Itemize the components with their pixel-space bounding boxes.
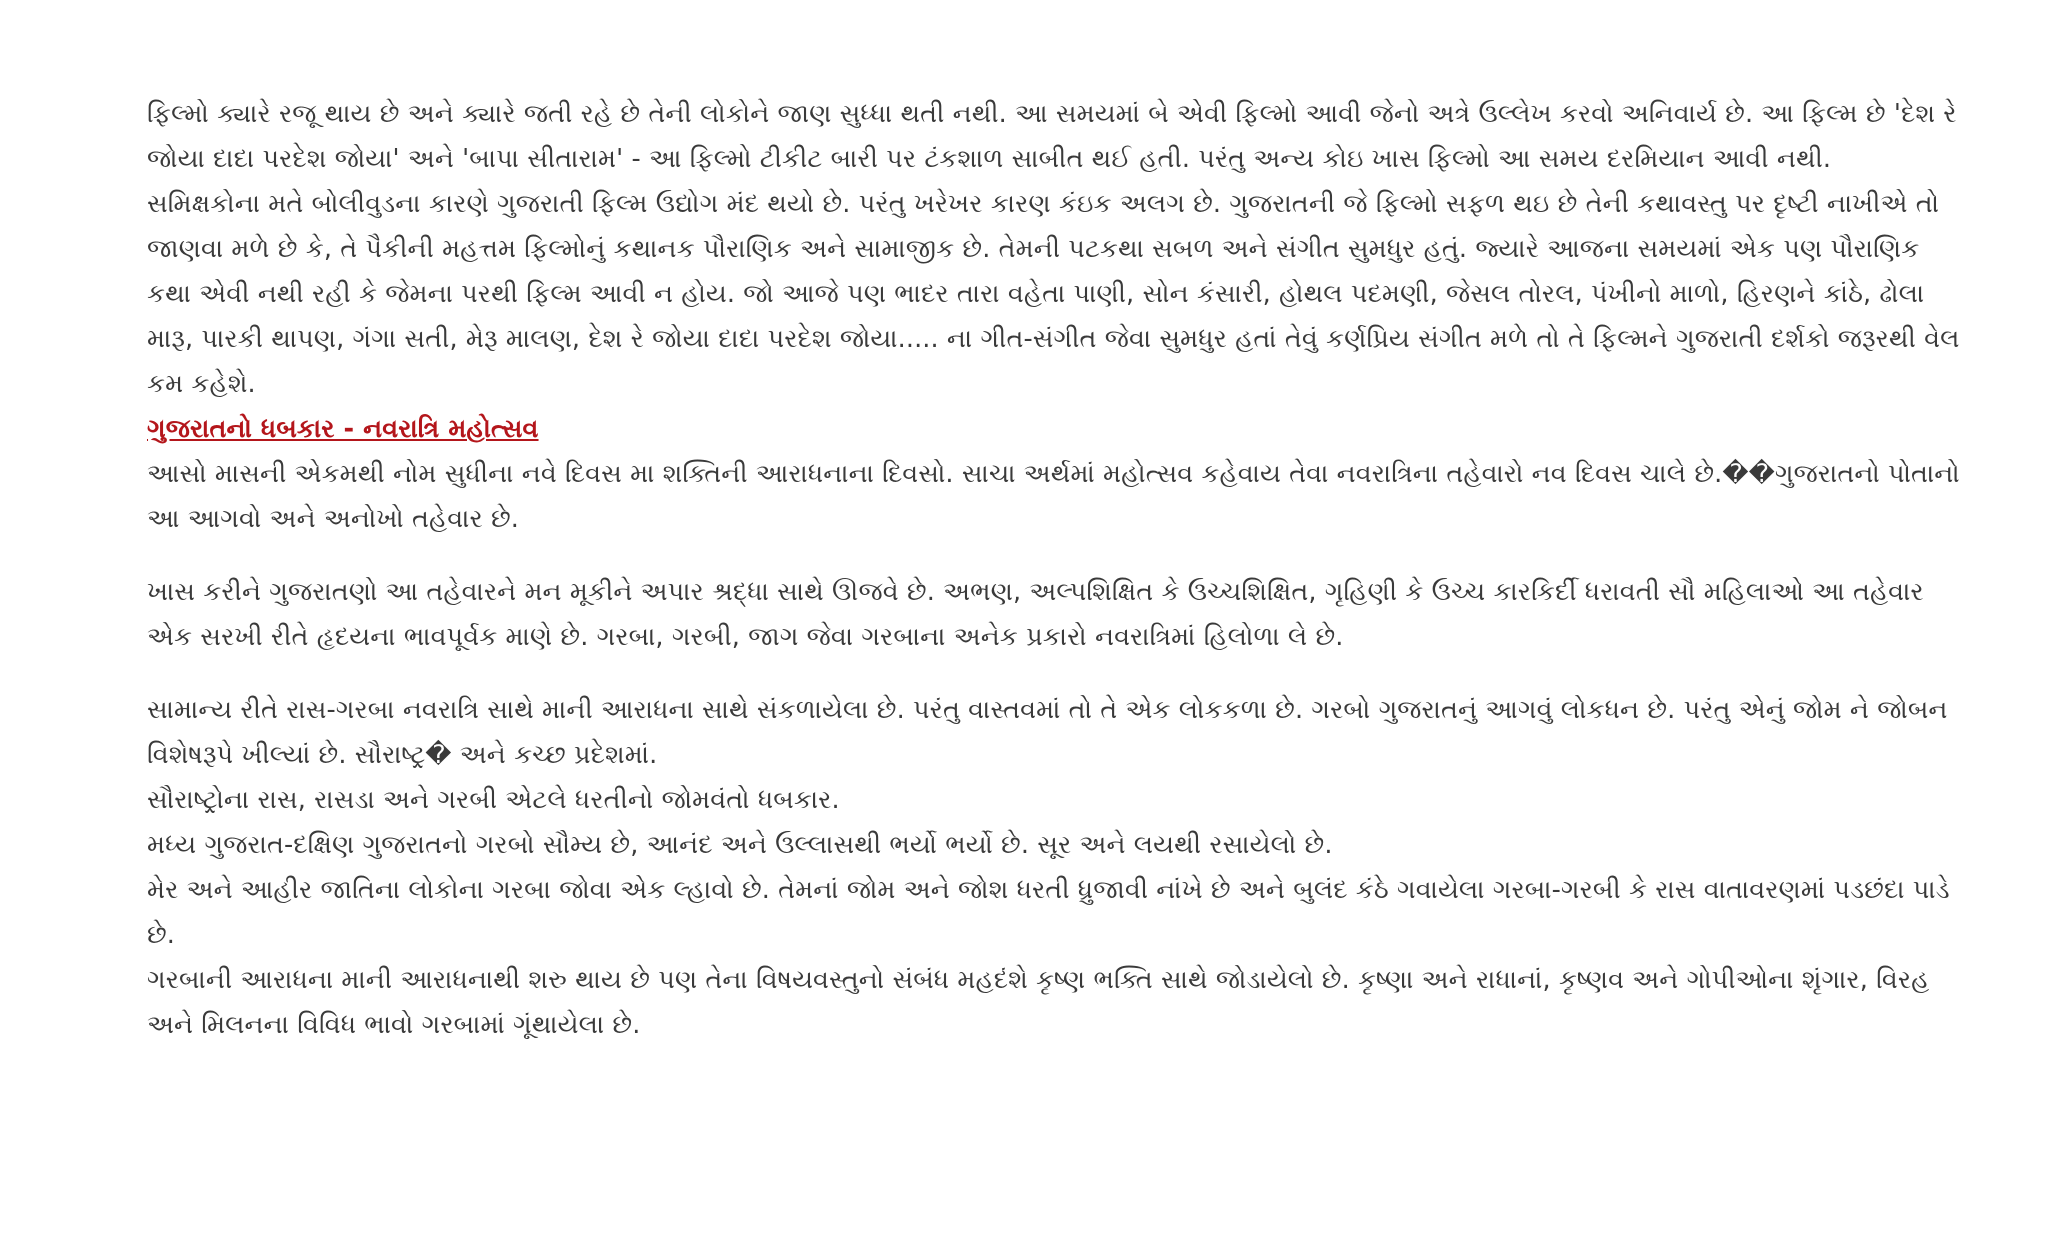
paragraph-gujarati-women: ખાસ કરીને ગુજરાતણો આ તહેવારને મન મૂકીને અપાર શ્રદ્ધા સાથે ઊજવે છે. અભણ, અલ્પશિક્ષિત કે ઉચ્ચશિક્ષિત, ગૃહિણી કે ઉચ્ચ કારકિર્દી ધરાવતી સૌ મહિલાઓ આ તહેવાર એક સરખી રીતે હૃદયના ભાવપૂર્વક માણે છે. ગરબા, ગરબી, જાગ જેવા ગરબાના અનેક પ્રકારો નવરાત્રિમાં હિલોળા લે છે. [147, 577, 1924, 652]
paragraph-saurashtra-ras: સૌરાષ્ટ્રોના રાસ, રાસડા અને ગરબી એટલે ધરતીનો જોમવંતો ધબકાર. [147, 785, 840, 815]
paragraph-mer-ahir-garba: મેર અને આહીર જાતિના લોકોના ગરબા જોવા એક લ્હાવો છે. તેમનાં જોમ અને જોશ ધરતી ધ્રુજાવી નાંખે છે અને બુલંદ કંઠે ગવાયેલા ગરબા-ગરબી કે રાસ વાતાવરણમાં પડછંદા પાડે છે. [147, 875, 1950, 950]
intro-paragraph-film-industry: સમિક્ષકોના મતે બોલીવુડના કારણે ગુજરાતી ફિલ્મ ઉદ્યોગ મંદ થયો છે. પરંતુ ખરેખર કારણ કંઇક અલગ છે. ગુજરાતની જે ફિલ્મો સફળ થઇ છે તેની કથાવસ્તુ પર દૃષ્ટી નાખીએ તો જાણવા મળે છે કે, તે પૈકીની મહત્તમ ફિલ્મોનું કથાનક પૌરાણિક અને સામાજીક છે. તેમની પટકથા સબળ અને સંગીત સુમધુર હતું. જ્યારે આજના સમયમાં એક પણ પૌરાણિક કથા એવી નથી રહી કે જેમના પરથી ફિલ્મ આવી ન હોય. જો આજે પણ ભાદર તારા વહેતા પાણી, સોન કંસારી, હોથલ પદમણી, જેસલ તોરલ, પંખીનો માળો, હિરણને કાંઠે, ઢોલા મારૂ, પારકી થાપણ, ગંગા સતી, મેરૂ માલણ, દેશ રે જોયા દાદા પરદેશ જોયા..... ના ગીત-સંગીત જેવા સુમધુર હતાં તેવું કર્ણપ્રિય સંગીત મળે તો તે ફિલ્મને ગુજરાતી દર્શકો જરૂરથી વેલ કમ કહેશે. [147, 189, 1960, 399]
paragraph-krishna-bhakti: ગરબાની આરાધના માની આરાધનાથી શરુ થાય છે પણ તેના વિષયવસ્તુનો સંબંધ મહદંશે કૃષ્ણ ભક્તિ સાથે જોડાયેલો છે. કૃષ્ણા અને રાધાનાં, કૃષ્ણવ અને ગોપીઓના શૃંગાર, વિરહ અને મિલનના વિવિધ ભાવો ગરબામાં ગૂંથાયેલા છે. [147, 965, 1930, 1040]
article-body [147, 92, 1967, 1048]
intro-paragraph-film-releases: ફિલ્મો ક્યારે રજૂ થાય છે અને ક્યારે જતી રહે છે તેની લોકોને જાણ સુધ્ધા થતી નથી. આ સમયમાં બે એવી ફિલ્મો આવી જેનો અત્રે ઉલ્લેખ કરવો અનિવાર્ય છે. આ ફિલ્મ છે 'દેશ રે જોયા દાદા પરદેશ જોયા' અને 'બાપા સીતારામ' - આ ફિલ્મો ટીકીટ બારી પર ટંકશાળ સાબીત થઈ હતી. પરંતુ અન્ય કોઇ ખાસ ફિલ્મો આ સમય દરમિયાન આવી નથી. [147, 99, 1957, 174]
paragraph-navratri-days: આસો માસની એકમથી નોમ સુધીના નવે દિવસ મા શક્તિની આરાધનાના દિવસો. સાચા અર્થમાં મહોત્સવ કહેવાય તેવા નવરાત્રિના તહેવારો નવ દિવસ ચાલે છે.��ગુજરાતનો પોતાનો આ આગવો અને અનોખો તહેવાર છે. [147, 459, 1960, 534]
paragraph-ras-garba-folk-art: સામાન્ય રીતે રાસ-ગરબા નવરાત્રિ સાથે માની આરાધના સાથે સંકળાયેલા છે. પરંતુ વાસ્તવમાં તો તે એક લોકકળા છે. ગરબો ગુજરાતનું આગવું લોકધન છે. પરંતુ એનું જોમ ને જોબન વિશેષરૂપે ખીલ્યાં છે. સૌરાષ્ટ્ર� અને કચ્છ પ્રદેશમાં. [147, 695, 1948, 770]
section-heading-navratri[interactable]: ગુજરાતનો ધબકાર - નવરાત્રિ મહોત્સવ [147, 414, 539, 444]
paragraph-central-south-gujarat: મધ્ય ગુજરાત-દક્ષિણ ગુજરાતનો ગરબો સૌમ્ય છે, આનંદ અને ઉલ્લાસથી ભર્યો ભર્યો છે. સૂર અને લયથી રસાયેલો છે. [147, 830, 1333, 860]
